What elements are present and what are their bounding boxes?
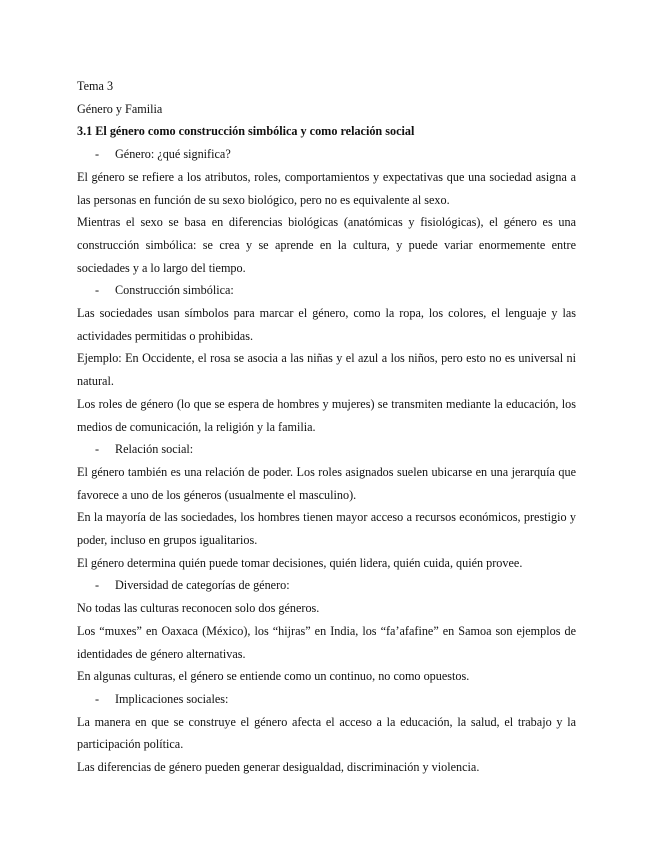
bullet-dash: - bbox=[95, 442, 100, 457]
bullet-heading: Diversidad de categorías de género: bbox=[115, 578, 290, 593]
bullet-heading: Relación social: bbox=[115, 442, 194, 457]
bullet-item bbox=[77, 438, 576, 461]
paragraph: El género también es una relación de poder. Los roles asignados suelen ubicarse en una jerarquía que favorece a uno de los géneros (usualmente el masculino). bbox=[77, 464, 576, 502]
bullet-dash: - bbox=[95, 691, 100, 706]
paragraph: No todas las culturas reconocen solo dos géneros. bbox=[77, 601, 320, 616]
paragraph: En algunas culturas, el género se entiende como un continuo, no como opuestos. bbox=[77, 669, 470, 684]
bullet-item bbox=[77, 279, 576, 302]
paragraph: En la mayoría de las sociedades, los hombres tienen mayor acceso a recursos económicos, prestigio y poder, incluso en grupos igualitarios. bbox=[77, 510, 576, 548]
bullet-dash: - bbox=[95, 147, 100, 162]
bullet-heading: Construcción simbólica: bbox=[115, 283, 234, 298]
bullet-dash: - bbox=[95, 578, 100, 593]
subject-label: Género y Familia bbox=[77, 101, 163, 116]
paragraph: La manera en que se construye el género afecta el acceso a la educación, la salud, el trabajo y la participación política. bbox=[77, 714, 576, 752]
paragraph: Los “muxes” en Oaxaca (México), los “hijras” en India, los “fa’afafine” en Samoa son ejemplos de identidades de género alternativas. bbox=[77, 623, 576, 661]
paragraph: Las sociedades usan símbolos para marcar el género, como la ropa, los colores, el lenguaje y las actividades permitidas o prohibidas. bbox=[77, 306, 576, 343]
paragraph: Los roles de género (lo que se espera de hombres y mujeres) se transmiten mediante la educación, los medios de comunicación, la religión y la familia. bbox=[77, 396, 576, 434]
section-title: 3.1 El género como construcción simbólica y como relación social bbox=[77, 124, 415, 139]
bullet-heading: Género: ¿qué significa? bbox=[115, 147, 231, 162]
paragraph: Las diferencias de género pueden generar desigualdad, discriminación y violencia. bbox=[77, 760, 480, 775]
paragraph: El género determina quién puede tomar decisiones, quién lidera, quién cuida, quién provee. bbox=[77, 555, 523, 570]
topic-label: Tema 3 bbox=[77, 79, 114, 93]
paragraph: Ejemplo: En Occidente, el rosa se asocia a las niñas y el azul a los niños, pero esto no es universal ni natural. bbox=[77, 351, 576, 389]
bullet-item bbox=[77, 143, 576, 166]
paragraph: El género se refiere a los atributos, roles, comportamientos y expectativas que una sociedad asigna a las personas en función de su sexo biológico, pero no es equivalente al sexo. bbox=[77, 169, 576, 207]
paragraph: Mientras el sexo se basa en diferencias biológicas (anatómicas y fisiológicas), el género es una construcción simbólica: se crea y se aprende en la cultura, y puede variar enormemente entre sociedades y a lo largo del tiempo. bbox=[77, 215, 576, 275]
bullet-item bbox=[77, 688, 576, 711]
bullet-item bbox=[77, 574, 576, 597]
bullet-dash: - bbox=[95, 283, 100, 298]
bullet-heading: Implicaciones sociales: bbox=[115, 691, 229, 706]
